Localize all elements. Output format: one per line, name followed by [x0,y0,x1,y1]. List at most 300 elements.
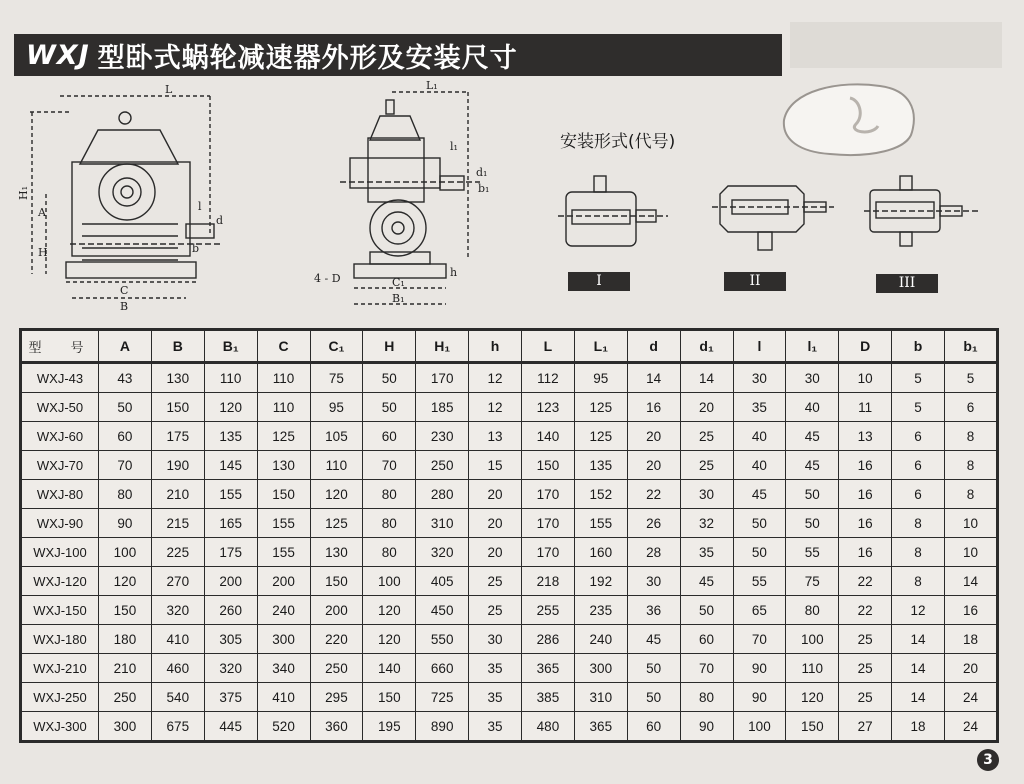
table-cell: 890 [416,712,469,742]
table-cell: 50 [99,393,152,422]
table-cell: 300 [99,712,152,742]
table-cell: 22 [839,567,892,596]
table-cell: 16 [839,509,892,538]
mounting-title: 安装形式(代号) [560,132,676,152]
table-cell-model: WXJ-120 [21,567,99,596]
table-cell: 45 [733,480,786,509]
table-cell: 375 [204,683,257,712]
table-cell: 14 [627,363,680,393]
table-cell-model: WXJ-70 [21,451,99,480]
table-cell: 30 [680,480,733,509]
table-cell: 225 [151,538,204,567]
table-cell: 55 [786,538,839,567]
table-cell: 235 [574,596,627,625]
table-cell: 250 [310,654,363,683]
table-cell: 286 [522,625,575,654]
table-cell: 123 [522,393,575,422]
mounting-form-3-icon [862,170,982,250]
table-cell: 360 [310,712,363,742]
table-cell: 45 [786,422,839,451]
table-cell: 5 [892,393,945,422]
table-cell: 6 [945,393,998,422]
table-cell: 43 [99,363,152,393]
table-cell: 100 [786,625,839,654]
table-cell: 32 [680,509,733,538]
table-cell: 35 [733,393,786,422]
table-row [21,393,998,422]
table-row [21,363,998,393]
table-body [21,363,998,742]
dim-b1-label: b₁ [478,182,490,195]
table-cell: 130 [310,538,363,567]
table-cell: 80 [363,538,416,567]
table-cell: 110 [204,363,257,393]
table-cell: 95 [310,393,363,422]
table-cell: 300 [257,625,310,654]
table-cell: 110 [310,451,363,480]
table-cell: 25 [469,567,522,596]
table-cell: 295 [310,683,363,712]
col-header-d: d [627,330,680,363]
table-row [21,683,998,712]
table-row [21,567,998,596]
table-cell: 8 [945,451,998,480]
table-cell: 22 [839,596,892,625]
table-cell: 365 [522,654,575,683]
table-cell: 11 [839,393,892,422]
table-cell: 270 [151,567,204,596]
table-cell: 152 [574,480,627,509]
table-cell: 170 [522,538,575,567]
col-header-d1: d₁ [680,330,733,363]
table-cell: 30 [786,363,839,393]
table-cell: 450 [416,596,469,625]
table-cell: 520 [257,712,310,742]
table-cell: 110 [257,393,310,422]
col-header-B1: B₁ [204,330,257,363]
table-cell-model: WXJ-50 [21,393,99,422]
table-cell-model: WXJ-150 [21,596,99,625]
dim-B-label: B [120,300,129,313]
table-cell: 150 [257,480,310,509]
table-cell: 280 [416,480,469,509]
table-cell: 75 [786,567,839,596]
dim-C-label: C [120,284,129,297]
table-cell: 50 [627,654,680,683]
table-cell: 95 [574,363,627,393]
table-cell: 90 [680,712,733,742]
table-cell: 660 [416,654,469,683]
table-cell: 20 [945,654,998,683]
mounting-form-1-icon [552,170,672,250]
table-cell: 80 [363,509,416,538]
table-cell: 170 [522,509,575,538]
dim-H-label: H [38,246,48,259]
table-cell: 12 [892,596,945,625]
col-header-C1: C₁ [310,330,363,363]
dimension-table [19,328,999,743]
table-cell: 215 [151,509,204,538]
table-cell-model: WXJ-80 [21,480,99,509]
table-cell: 50 [786,509,839,538]
table-cell: 25 [469,596,522,625]
page-title [14,34,782,76]
table-cell: 150 [786,712,839,742]
table-cell: 130 [151,363,204,393]
table-cell: 405 [416,567,469,596]
table-cell: 80 [680,683,733,712]
table-cell: 16 [839,538,892,567]
table-cell: 70 [733,625,786,654]
table-cell: 24 [945,712,998,742]
table-cell: 175 [204,538,257,567]
table-cell: 12 [469,393,522,422]
mounting-form-2-icon [708,176,838,256]
table-cell: 70 [99,451,152,480]
table-cell: 80 [786,596,839,625]
table-row [21,480,998,509]
side-view-drawing [300,80,510,316]
table-cell: 725 [416,683,469,712]
table-row [21,625,998,654]
table-cell: 200 [204,567,257,596]
table-cell: 175 [151,422,204,451]
table-cell: 90 [99,509,152,538]
dim-B1-label: B₁ [392,292,405,305]
table-cell-model: WXJ-210 [21,654,99,683]
table-cell: 16 [627,393,680,422]
table-cell: 15 [469,451,522,480]
table-cell: 675 [151,712,204,742]
table-cell: 20 [627,451,680,480]
table-cell: 120 [786,683,839,712]
table-cell: 14 [892,625,945,654]
table-cell: 135 [574,451,627,480]
table-cell: 125 [257,422,310,451]
col-header-L1: L₁ [574,330,627,363]
table-cell: 50 [786,480,839,509]
table-cell: 60 [627,712,680,742]
table-cell: 24 [945,683,998,712]
table-cell-model: WXJ-100 [21,538,99,567]
table-cell: 5 [945,363,998,393]
dim-b-label: b [192,242,200,255]
table-cell: 14 [680,363,733,393]
table-cell: 165 [204,509,257,538]
table-cell: 150 [363,683,416,712]
table-cell: 28 [627,538,680,567]
table-cell: 16 [839,480,892,509]
table-cell: 365 [574,712,627,742]
table-cell: 35 [469,683,522,712]
table-cell: 40 [733,422,786,451]
table-cell: 35 [469,712,522,742]
table-cell: 10 [945,538,998,567]
table-cell: 65 [733,596,786,625]
table-cell: 8 [892,538,945,567]
table-cell: 445 [204,712,257,742]
dim-L1-label: L₁ [426,80,438,92]
table-cell: 30 [469,625,522,654]
table-cell: 8 [945,422,998,451]
table-cell: 240 [257,596,310,625]
table-cell: 155 [574,509,627,538]
table-cell: 155 [257,509,310,538]
table-cell: 240 [574,625,627,654]
table-cell: 20 [469,509,522,538]
table-cell: 6 [892,422,945,451]
table-cell: 150 [151,393,204,422]
table-cell: 192 [574,567,627,596]
table-header-row [21,330,998,363]
table-cell: 410 [151,625,204,654]
table-cell: 40 [733,451,786,480]
table-cell: 310 [416,509,469,538]
mounting-code-1: I [568,272,630,291]
table-cell: 20 [469,538,522,567]
table-cell: 155 [257,538,310,567]
dim-D-label: 4 - D [314,272,341,285]
table-cell: 60 [363,422,416,451]
table-cell-model: WXJ-43 [21,363,99,393]
table-cell: 120 [363,596,416,625]
col-header-b1: b₁ [945,330,998,363]
table-cell: 250 [416,451,469,480]
table-cell: 30 [733,363,786,393]
col-header-H: H [363,330,416,363]
table-cell: 45 [627,625,680,654]
col-header-l1: l₁ [786,330,839,363]
table-cell: 10 [839,363,892,393]
page-number: 3 [977,749,999,771]
table-cell: 25 [839,625,892,654]
table-cell: 45 [680,567,733,596]
table-cell: 25 [839,654,892,683]
table-cell-model: WXJ-300 [21,712,99,742]
dim-C1-label: C₁ [392,276,405,289]
table-cell: 255 [522,596,575,625]
table-cell: 36 [627,596,680,625]
title-model: WXJ [26,39,90,71]
table-cell: 550 [416,625,469,654]
table-cell: 8 [892,567,945,596]
table-row [21,422,998,451]
table-cell: 125 [574,422,627,451]
dim-l1-label: l₁ [450,140,458,153]
table-cell-model: WXJ-250 [21,683,99,712]
ink-stamp-mark [780,80,920,160]
mounting-code-3: III [876,274,938,293]
col-header-b: b [892,330,945,363]
table-cell: 110 [257,363,310,393]
table-cell: 35 [469,654,522,683]
table-cell: 50 [627,683,680,712]
table-cell: 25 [680,422,733,451]
table-cell: 125 [310,509,363,538]
table-cell: 75 [310,363,363,393]
table-cell: 200 [257,567,310,596]
table-cell: 26 [627,509,680,538]
table-cell: 5 [892,363,945,393]
table-cell: 13 [469,422,522,451]
table-cell: 170 [522,480,575,509]
table-cell: 480 [522,712,575,742]
table-cell: 120 [99,567,152,596]
table-cell: 120 [204,393,257,422]
col-header-H1: H₁ [416,330,469,363]
col-header-D: D [839,330,892,363]
dim-L-label: L [165,84,173,96]
table-cell: 218 [522,567,575,596]
table-cell: 50 [680,596,733,625]
table-cell: 6 [892,451,945,480]
table-cell: 25 [680,451,733,480]
table-cell: 305 [204,625,257,654]
table-cell: 22 [627,480,680,509]
table-row [21,538,998,567]
table-cell: 14 [945,567,998,596]
table-row [21,451,998,480]
dim-A-label: A [38,206,46,219]
dim-d-label: d [216,214,224,227]
table-cell: 50 [733,538,786,567]
table-cell: 310 [574,683,627,712]
front-view-drawing [10,84,250,314]
table-cell: 18 [892,712,945,742]
table-cell: 125 [574,393,627,422]
col-header-model: 型 号 [21,330,99,363]
table-cell: 180 [99,625,152,654]
table-cell: 80 [363,480,416,509]
table-cell: 8 [945,480,998,509]
table-cell: 110 [786,654,839,683]
bleed-through-bar [790,22,1002,68]
table-cell: 135 [204,422,257,451]
table-cell: 410 [257,683,310,712]
table-cell: 120 [363,625,416,654]
table-cell: 90 [733,683,786,712]
table-cell: 40 [786,393,839,422]
table-cell: 8 [892,509,945,538]
table-cell: 14 [892,683,945,712]
table-cell: 55 [733,567,786,596]
table-cell: 160 [574,538,627,567]
table-cell: 16 [839,451,892,480]
table-cell: 220 [310,625,363,654]
table-cell: 100 [99,538,152,567]
table-cell: 25 [839,683,892,712]
table-cell: 35 [680,538,733,567]
table-cell: 140 [363,654,416,683]
dim-H1-label: H₁ [17,185,30,200]
table-cell: 6 [892,480,945,509]
table-cell: 100 [733,712,786,742]
table-row [21,712,998,742]
table-cell: 12 [469,363,522,393]
table-cell: 260 [204,596,257,625]
dim-l-label: l [198,200,202,213]
table-cell: 70 [680,654,733,683]
col-header-l: l [733,330,786,363]
table-cell: 20 [627,422,680,451]
table-cell: 210 [99,654,152,683]
table-row [21,596,998,625]
table-cell: 50 [363,363,416,393]
table-cell: 150 [522,451,575,480]
table-cell: 320 [416,538,469,567]
table-cell: 10 [945,509,998,538]
table-cell: 14 [892,654,945,683]
table-cell: 45 [786,451,839,480]
table-cell: 20 [680,393,733,422]
table-cell: 90 [733,654,786,683]
table-cell: 20 [469,480,522,509]
table-cell: 250 [99,683,152,712]
table-cell: 13 [839,422,892,451]
table-cell: 150 [310,567,363,596]
table-cell-model: WXJ-60 [21,422,99,451]
col-header-L: L [522,330,575,363]
table-cell: 50 [363,393,416,422]
mounting-code-2: II [724,272,786,291]
table-cell-model: WXJ-180 [21,625,99,654]
table-cell: 145 [204,451,257,480]
table-cell: 200 [310,596,363,625]
col-header-A: A [99,330,152,363]
table-cell: 540 [151,683,204,712]
table-cell: 385 [522,683,575,712]
dim-d1-label: d₁ [476,166,488,179]
table-cell: 16 [945,596,998,625]
table-cell: 460 [151,654,204,683]
table-cell: 80 [99,480,152,509]
title-text: 型卧式蜗轮减速器外形及安装尺寸 [97,42,518,74]
table-cell: 18 [945,625,998,654]
table-cell: 170 [416,363,469,393]
table-cell: 30 [627,567,680,596]
col-header-h: h [469,330,522,363]
table-cell: 210 [151,480,204,509]
table-cell: 70 [363,451,416,480]
table-cell: 27 [839,712,892,742]
table-cell: 112 [522,363,575,393]
table-cell: 140 [522,422,575,451]
table-cell: 60 [680,625,733,654]
table-cell: 105 [310,422,363,451]
table-cell: 120 [310,480,363,509]
dim-h-label: h [450,266,458,279]
table-cell: 185 [416,393,469,422]
table-cell: 155 [204,480,257,509]
table-cell: 300 [574,654,627,683]
table-cell: 230 [416,422,469,451]
table-cell: 340 [257,654,310,683]
table-cell: 195 [363,712,416,742]
table-cell: 320 [151,596,204,625]
col-header-B: B [151,330,204,363]
table-row [21,654,998,683]
table-cell: 100 [363,567,416,596]
table-cell: 50 [733,509,786,538]
table-cell: 190 [151,451,204,480]
table-cell: 150 [99,596,152,625]
table-cell: 320 [204,654,257,683]
table-row [21,509,998,538]
table-cell: 130 [257,451,310,480]
table-cell-model: WXJ-90 [21,509,99,538]
col-header-C: C [257,330,310,363]
table-cell: 60 [99,422,152,451]
